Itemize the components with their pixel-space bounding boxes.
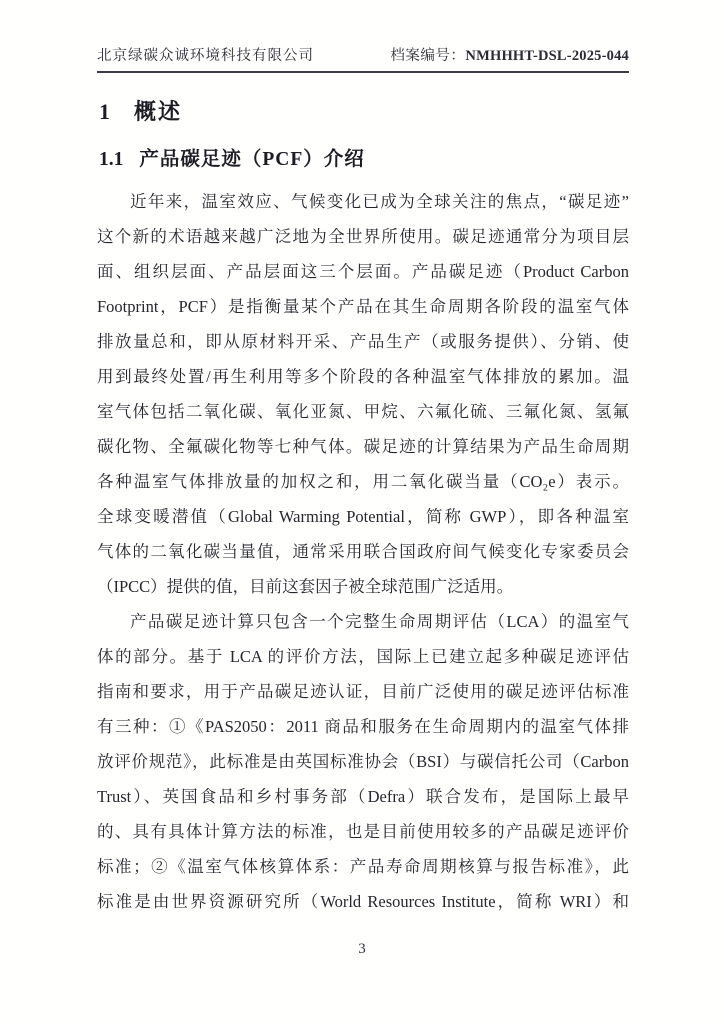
text-line: 放评价规范》，此标准是由英国标准协会（BSI）与碳信托公司（Carbon — [97, 752, 629, 771]
text-line: 的、具有具体计算方法的标准，也是目前使用较多的产品碳足迹评价 — [97, 822, 629, 841]
text-line: Footprint，PCF）是指衡量某个产品在其生命周期各阶段的温室气体 — [97, 297, 629, 316]
archive-label: 档案编号： — [390, 48, 466, 64]
section-heading — [99, 95, 182, 126]
subsection-heading — [99, 143, 365, 171]
text-line: 气体的二氧化碳当量值，通常采用联合国政府间气候变化专家委员会 — [97, 542, 629, 561]
text-line: 用到最终处置/再生利用等多个阶段的各种温室气体排放的累加。温 — [97, 367, 629, 386]
paragraph-1 — [97, 184, 629, 604]
archive-number-field — [390, 47, 629, 65]
text-line: 体的部分。基于 LCA 的评价方法，国际上已建立起多种碳足迹评估 — [97, 647, 629, 666]
text-line: 产品碳足迹计算只包含一个完整生命周期评估（LCA）的温室气 — [130, 612, 629, 631]
section-title: 概述 — [134, 99, 183, 124]
text-line: 碳化物、全氟碳化物等七种气体。碳足迹的计算结果为产品生命周期 — [97, 437, 629, 456]
section-number: 1 — [99, 99, 110, 124]
company-name: 北京绿碳众诚环境科技有限公司 — [97, 48, 314, 64]
text-line: 各种温室气体排放量的加权之和，用二氧化碳当量（CO₂e）表示。 — [97, 472, 629, 491]
text-line: 排放量总和，即从原材料开采、产品生产（或服务提供）、分销、使 — [97, 332, 629, 351]
text-line: 标准；②《温室气体核算体系：产品寿命周期核算与报告标准》，此 — [97, 857, 629, 876]
text-line: 指南和要求，用于产品碳足迹认证，目前广泛使用的碳足迹评估标准 — [97, 682, 629, 701]
text-line: Trust）、英国食品和乡村事务部（Defra）联合发布，是国际上最早 — [97, 787, 629, 806]
body-text — [97, 184, 629, 919]
text-line: 这个新的术语越来越广泛地为全世界所使用。碳足迹通常分为项目层 — [97, 227, 629, 246]
text-line: 标准是由世界资源研究所（World Resources Institute，简称 WRI）和 — [97, 892, 629, 911]
page-footer — [0, 941, 724, 958]
subsection-number: 1.1 — [99, 149, 124, 170]
text-line: 室气体包括二氧化碳、氧化亚氮、甲烷、六氟化硫、三氟化氮、氢氟 — [97, 402, 629, 421]
page-number: 3 — [358, 941, 366, 957]
text-line: 有三种：①《PAS2050：2011 商品和服务在生命周期内的温室气体排 — [97, 717, 629, 736]
text-line: 近年来，温室效应、气候变化已成为全球关注的焦点，“碳足迹” — [130, 192, 629, 211]
text-line: 全球变暖潜值（Global Warming Potential，简称 GWP），即各种温室 — [97, 507, 629, 526]
archive-number: NMHHHT-DSL-2025-044 — [465, 48, 629, 64]
text-line: （IPCC）提供的值，目前这套因子被全球范围广泛适用。 — [97, 577, 514, 596]
paragraph-2 — [97, 604, 629, 919]
subsection-title: 产品碳足迹（PCF）介绍 — [139, 149, 365, 170]
page-header — [97, 47, 629, 73]
text-line: 面、组织层面、产品层面这三个层面。产品碳足迹（Product Carbon — [97, 262, 629, 281]
